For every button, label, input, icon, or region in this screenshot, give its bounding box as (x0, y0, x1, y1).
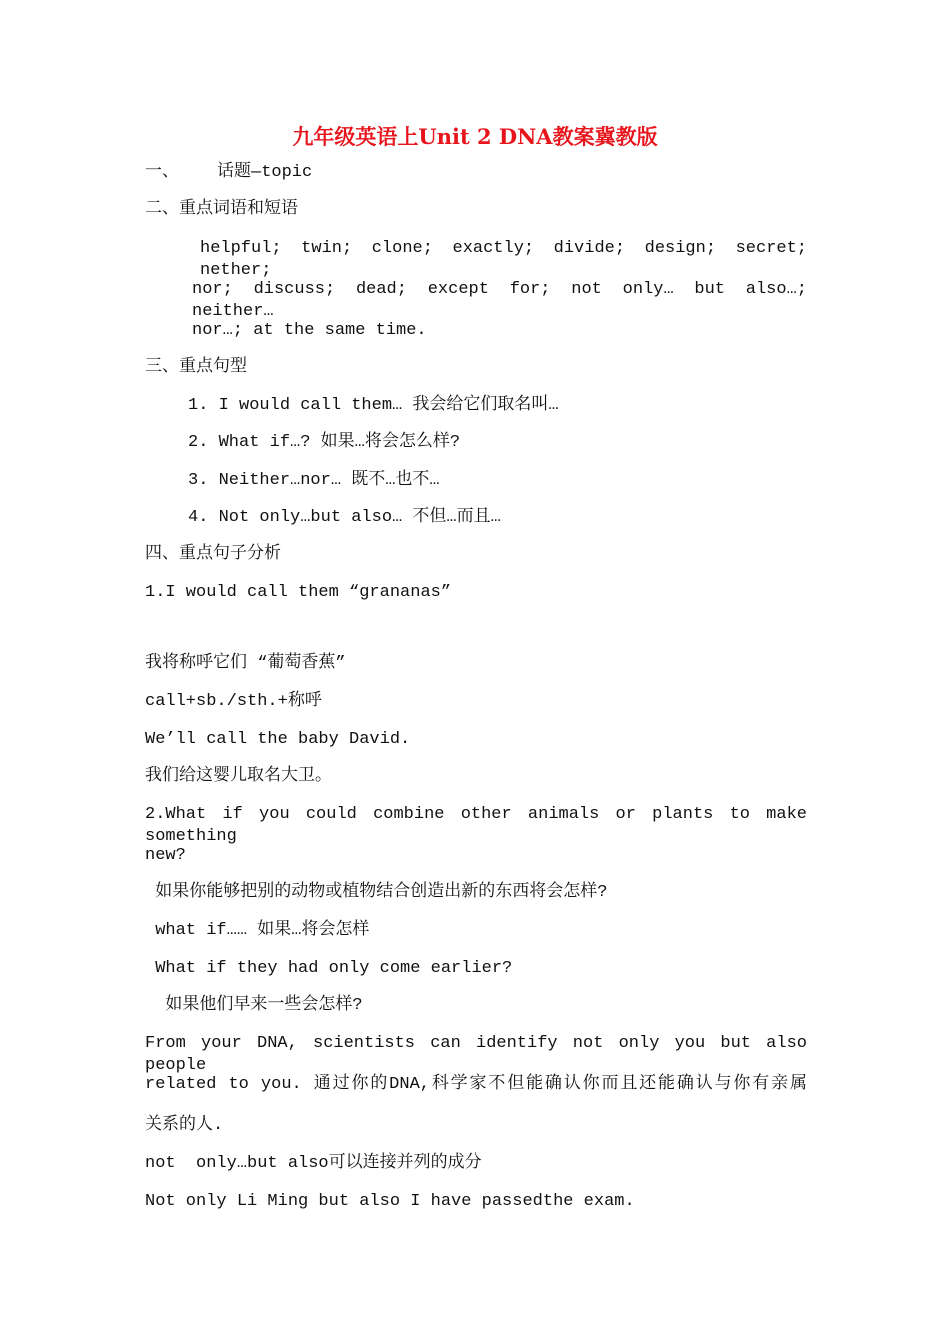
analysis-line: 1.I would call them “grananas” (145, 583, 452, 602)
vocab-line-1: helpful; twin; clone; exactly; divide; design; secret; nether; (200, 239, 807, 280)
analysis-line: new? (145, 846, 186, 865)
analysis-line: 我将称呼它们 “葡萄香蕉” (145, 654, 346, 673)
analysis-line: Not only Li Ming but also I have passedthe exam. (145, 1192, 635, 1211)
section-1-heading (145, 162, 810, 184)
sentence-pattern-4: 4. Not only…but also… 不但…而且… (188, 508, 501, 527)
analysis-line: 我们给这婴儿取名大卫。 (145, 767, 332, 786)
analysis-line: 如果你能够把别的动物或植物结合创造出新的东西将会怎样? (145, 883, 608, 902)
analysis-line: 如果他们早来一些会怎样? (145, 996, 363, 1015)
analysis-line: 关系的人. (145, 1116, 224, 1135)
sentence-pattern-1: 1. I would call them… 我会给它们取名叫… (188, 396, 559, 415)
sentence-pattern-2: 2. What if…? 如果…将会怎么样? (188, 433, 461, 452)
analysis-line: not only…but also可以连接并列的成分 (145, 1154, 482, 1173)
vocab-line-2: nor; discuss; dead; except for; not only… but also…; neither… (192, 280, 807, 321)
section-1-number: 一、 (145, 163, 179, 182)
section-3-heading: 三、重点句型 (145, 358, 247, 377)
vocab-line-3: nor…; at the same time. (192, 321, 427, 340)
analysis-line: call+sb./sth.+称呼 (145, 692, 322, 711)
analysis-line: what if…… 如果…将会怎样 (145, 921, 370, 940)
analysis-line: related to you. 通过你的DNA,科学家不但能确认你而且还能确认与你有亲属 (145, 1075, 807, 1094)
section-1-text: 话题—topic (217, 163, 313, 182)
section-2-heading: 二、重点词语和短语 (145, 200, 298, 219)
analysis-line: We’ll call the baby David. (145, 730, 411, 749)
document-title: 九年级英语上Unit 2 DNA教案冀教版 (292, 124, 658, 149)
section-4-heading: 四、重点句子分析 (145, 545, 281, 564)
analysis-line: 2.What if you could combine other animals or plants to make something (145, 805, 807, 846)
analysis-line: What if they had only come earlier? (145, 959, 513, 978)
sentence-pattern-3: 3. Neither…nor… 既不…也不… (188, 471, 440, 490)
analysis-line: From your DNA, scientists can identify not only you but also people (145, 1034, 807, 1075)
